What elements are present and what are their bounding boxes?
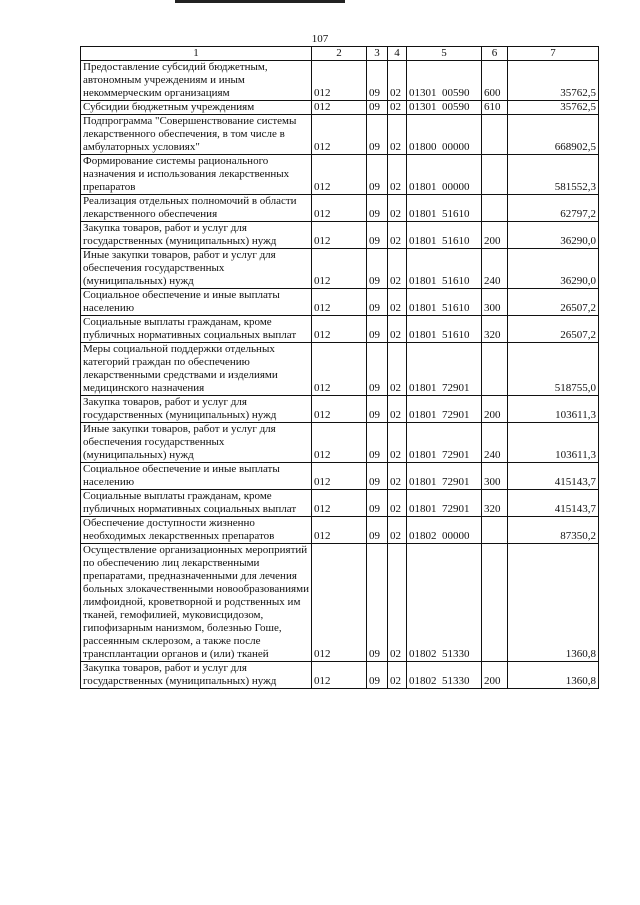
ministry-code-cell: 012	[312, 195, 367, 222]
table-row	[81, 289, 599, 316]
ministry-code-cell: 012	[312, 249, 367, 289]
subsection-code-cell: 02	[388, 195, 407, 222]
expense-type-cell	[482, 343, 508, 396]
subsection-code-cell: 02	[388, 222, 407, 249]
table-row	[81, 316, 599, 343]
expense-type-cell	[482, 544, 508, 662]
row-name-cell: Подпрограмма "Совершенствование системы лекарственного обеспечения, в том числе в амбулаторных условиях"	[81, 115, 312, 155]
amount-cell: 415143,7	[508, 463, 599, 490]
row-name-cell: Закупка товаров, работ и услуг для государственных (муниципальных) нужд	[81, 396, 312, 423]
section-code-cell: 09	[367, 396, 388, 423]
ministry-code-cell: 012	[312, 490, 367, 517]
row-name-cell: Меры социальной поддержки отдельных категорий граждан по обеспечению лекарственными средствами и изделиями медицинского назначения	[81, 343, 312, 396]
section-code-cell: 09	[367, 544, 388, 662]
table-row	[81, 115, 599, 155]
subsection-code-cell: 02	[388, 490, 407, 517]
row-name-cell: Субсидии бюджетным учреждениям	[81, 101, 312, 115]
ministry-code-cell: 012	[312, 101, 367, 115]
table-row	[81, 463, 599, 490]
table-row	[81, 396, 599, 423]
expense-type-cell: 320	[482, 490, 508, 517]
section-code-cell: 09	[367, 155, 388, 195]
section-code-cell: 09	[367, 490, 388, 517]
row-name-cell: Социальное обеспечение и иные выплаты населению	[81, 289, 312, 316]
subsection-code-cell: 02	[388, 249, 407, 289]
expense-type-cell: 320	[482, 316, 508, 343]
subsection-code-cell: 02	[388, 396, 407, 423]
section-code-cell: 09	[367, 289, 388, 316]
target-code-cell: 01801 51610	[407, 222, 482, 249]
target-code-cell: 01801 51610	[407, 289, 482, 316]
subsection-code-cell: 02	[388, 115, 407, 155]
table-row	[81, 249, 599, 289]
section-code-cell: 09	[367, 662, 388, 689]
table-row	[81, 155, 599, 195]
target-code-cell: 01301 00590	[407, 101, 482, 115]
top-rule	[175, 0, 345, 3]
ministry-code-cell: 012	[312, 517, 367, 544]
amount-cell: 103611,3	[508, 423, 599, 463]
expense-type-cell: 240	[482, 249, 508, 289]
ministry-code-cell: 012	[312, 544, 367, 662]
table-row	[81, 222, 599, 249]
amount-cell: 1360,8	[508, 662, 599, 689]
ministry-code-cell: 012	[312, 222, 367, 249]
target-code-cell: 01801 72901	[407, 396, 482, 423]
amount-cell: 26507,2	[508, 316, 599, 343]
subsection-code-cell: 02	[388, 423, 407, 463]
row-name-cell: Обеспечение доступности жизненно необходимых лекарственных препаратов	[81, 517, 312, 544]
ministry-code-cell: 012	[312, 662, 367, 689]
table-row	[81, 517, 599, 544]
section-code-cell: 09	[367, 195, 388, 222]
expense-type-cell: 240	[482, 423, 508, 463]
amount-cell: 415143,7	[508, 490, 599, 517]
section-code-cell: 09	[367, 423, 388, 463]
subsection-code-cell: 02	[388, 517, 407, 544]
expense-type-cell: 610	[482, 101, 508, 115]
amount-cell: 36290,0	[508, 222, 599, 249]
subsection-code-cell: 02	[388, 343, 407, 396]
expense-type-cell	[482, 115, 508, 155]
amount-cell: 581552,3	[508, 155, 599, 195]
section-code-cell: 09	[367, 61, 388, 101]
amount-cell: 518755,0	[508, 343, 599, 396]
ministry-code-cell: 012	[312, 316, 367, 343]
column-header: 4	[388, 47, 407, 61]
section-code-cell: 09	[367, 343, 388, 396]
row-name-cell: Социальное обеспечение и иные выплаты населению	[81, 463, 312, 490]
subsection-code-cell: 02	[388, 316, 407, 343]
section-code-cell: 09	[367, 222, 388, 249]
target-code-cell: 01801 72901	[407, 490, 482, 517]
page-number: 107	[311, 33, 329, 45]
budget-table	[80, 46, 599, 689]
expense-type-cell: 600	[482, 61, 508, 101]
expense-type-cell	[482, 155, 508, 195]
row-name-cell: Формирование системы рационального назначения и использования лекарственных препаратов	[81, 155, 312, 195]
table-row	[81, 490, 599, 517]
ministry-code-cell: 012	[312, 423, 367, 463]
amount-cell: 1360,8	[508, 544, 599, 662]
amount-cell: 35762,5	[508, 61, 599, 101]
row-name-cell: Реализация отдельных полномочий в области лекарственного обеспечения	[81, 195, 312, 222]
target-code-cell: 01802 51330	[407, 662, 482, 689]
expense-type-cell	[482, 195, 508, 222]
expense-type-cell: 300	[482, 463, 508, 490]
target-code-cell: 01801 51610	[407, 316, 482, 343]
subsection-code-cell: 02	[388, 155, 407, 195]
column-header: 1	[81, 47, 312, 61]
ministry-code-cell: 012	[312, 343, 367, 396]
amount-cell: 87350,2	[508, 517, 599, 544]
subsection-code-cell: 02	[388, 463, 407, 490]
target-code-cell: 01802 00000	[407, 517, 482, 544]
subsection-code-cell: 02	[388, 289, 407, 316]
subsection-code-cell: 02	[388, 101, 407, 115]
expense-type-cell: 200	[482, 396, 508, 423]
section-code-cell: 09	[367, 101, 388, 115]
row-name-cell: Предоставление субсидий бюджетным, автономным учреждениям и иным некоммерческим организациям	[81, 61, 312, 101]
column-header: 6	[482, 47, 508, 61]
row-name-cell: Иные закупки товаров, работ и услуг для обеспечения государственных (муниципальных) нужд	[81, 423, 312, 463]
target-code-cell: 01800 00000	[407, 115, 482, 155]
column-header: 3	[367, 47, 388, 61]
target-code-cell: 01801 51610	[407, 249, 482, 289]
row-name-cell: Закупка товаров, работ и услуг для государственных (муниципальных) нужд	[81, 662, 312, 689]
target-code-cell: 01801 00000	[407, 155, 482, 195]
table-row	[81, 662, 599, 689]
section-code-cell: 09	[367, 115, 388, 155]
subsection-code-cell: 02	[388, 61, 407, 101]
amount-cell: 36290,0	[508, 249, 599, 289]
row-name-cell: Социальные выплаты гражданам, кроме публичных нормативных социальных выплат	[81, 316, 312, 343]
ministry-code-cell: 012	[312, 115, 367, 155]
target-code-cell: 01801 72901	[407, 463, 482, 490]
column-header: 2	[312, 47, 367, 61]
target-code-cell: 01801 72901	[407, 343, 482, 396]
table-row	[81, 195, 599, 222]
expense-type-cell	[482, 517, 508, 544]
expense-type-cell: 200	[482, 222, 508, 249]
row-name-cell: Осуществление организационных мероприятий по обеспечению лиц лекарственными препаратами, предназначенными для лечения больных злокачественными новообразованиями лимфоидной, кроветворной и родственных им тканей, гемофилией, муковисцидозом, гипофизарным нанизмом, болезнью Гоше, рассеянным склерозом, а также после трансплантации органов и (или) тканей	[81, 544, 312, 662]
table-row	[81, 101, 599, 115]
ministry-code-cell: 012	[312, 396, 367, 423]
target-code-cell: 01301 00590	[407, 61, 482, 101]
section-code-cell: 09	[367, 316, 388, 343]
table-row	[81, 61, 599, 101]
target-code-cell: 01802 51330	[407, 544, 482, 662]
ministry-code-cell: 012	[312, 289, 367, 316]
amount-cell: 62797,2	[508, 195, 599, 222]
amount-cell: 26507,2	[508, 289, 599, 316]
table-row	[81, 544, 599, 662]
amount-cell: 35762,5	[508, 101, 599, 115]
subsection-code-cell: 02	[388, 544, 407, 662]
row-name-cell: Социальные выплаты гражданам, кроме публичных нормативных социальных выплат	[81, 490, 312, 517]
row-name-cell: Закупка товаров, работ и услуг для государственных (муниципальных) нужд	[81, 222, 312, 249]
expense-type-cell: 200	[482, 662, 508, 689]
section-code-cell: 09	[367, 249, 388, 289]
section-code-cell: 09	[367, 517, 388, 544]
section-code-cell: 09	[367, 463, 388, 490]
header-row	[81, 47, 599, 61]
ministry-code-cell: 012	[312, 61, 367, 101]
ministry-code-cell: 012	[312, 463, 367, 490]
amount-cell: 103611,3	[508, 396, 599, 423]
column-header: 5	[407, 47, 482, 61]
ministry-code-cell: 012	[312, 155, 367, 195]
target-code-cell: 01801 51610	[407, 195, 482, 222]
subsection-code-cell: 02	[388, 662, 407, 689]
column-header: 7	[508, 47, 599, 61]
expense-type-cell: 300	[482, 289, 508, 316]
amount-cell: 668902,5	[508, 115, 599, 155]
row-name-cell: Иные закупки товаров, работ и услуг для обеспечения государственных (муниципальных) нужд	[81, 249, 312, 289]
table-row	[81, 343, 599, 396]
table-row	[81, 423, 599, 463]
target-code-cell: 01801 72901	[407, 423, 482, 463]
